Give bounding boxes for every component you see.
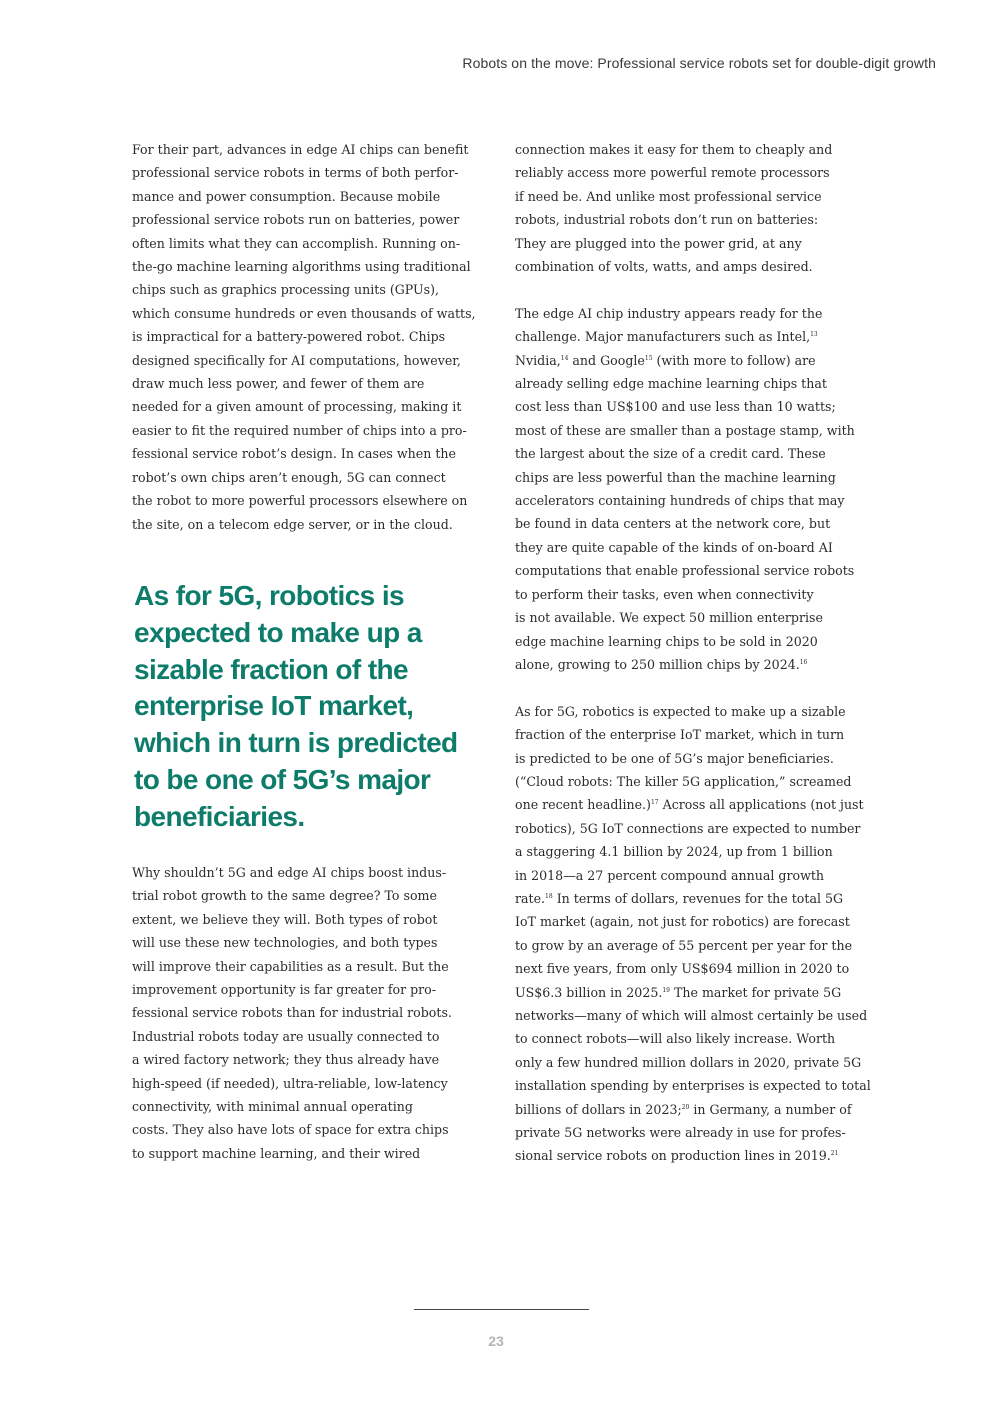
footer-divider	[414, 1309, 589, 1310]
right-paragraph-3: As for 5G, robotics is expected to make up a sizable fraction of the enterprise IoT market, which in turn is predicted to be one of 5G’s major beneficiaries. (“Cloud robots: The killer 5G application,” screamed one recent headline.)$^{17}$ Across all applications (not just robotics), 5G IoT connections are expected to number a staggering 4.1 billion by 2024, up from 1 billion in 2018—a 27 percent compound annual growth rate.$^{18}$ In terms of dollars, revenues for the total 5G IoT market (again, not just for robotics) are forecast to grow by an average of 55 percent per year for the next five years, from only US$694 million in 2020 to US$6.3 billion in 2025.19 The market for private 5G networks—many of which will almost certainly be used to connect robots—will also likely increase. Worth only a few hundred million dollars in 2020, private 5G installation spending by enterprises is expected to total billions of dollars in 2023;$^{20}$ in Germany, a number of private 5G networks were already in use for profes- sional service robots on production lines in 2019.21	[515, 703, 871, 1164]
right-paragraph-1: connection makes it easy for them to cheaply and reliably access more powerful remote processors if need be. And unlike most professional service robots, industrial robots don’t run on batteries: They are plugged into the power grid, at any combination of volts, watts, and amps desired.	[515, 142, 833, 275]
footnote-ref-21[interactable]: 21	[830, 1150, 839, 1158]
footnote-ref-18[interactable]: 18	[545, 892, 553, 900]
footnote-ref-13[interactable]: 13	[810, 331, 818, 339]
footnote-ref-14[interactable]: 14	[560, 354, 569, 362]
page-number: 23	[488, 1333, 504, 1349]
left-paragraph-1: For their part, advances in edge AI chips can benefit professional service robots in terms of both perfor- mance and power consumption. Because mobile professional service robots run on batteries, power often limits what they can accomplish. Running on- the-go machine learning algorithms using traditional chips such as graphics processing units (GPUs), which consume hundreds or even thousands of watts, is impractical for a battery-powered robot. Chips designed specifically for AI computations, however, draw much less power, and fewer of them are needed for a given amount of processing, making it easier to fit the required number of chips into a pro- fessional service robot’s design. In cases when the robot’s own chips aren’t enough, 5G can connect the robot to more powerful processors elsewhere on the site, on a telecom edge server, or in the cloud.	[132, 142, 476, 532]
left-column-lower	[132, 861, 487, 1189]
footnote-ref-16[interactable]: 16	[799, 658, 808, 666]
pull-quote: As for 5G, robotics is expected to make up a sizable fraction of the enterprise IoT market, which in turn is predicted to be one of 5G’s major beneficiaries.	[134, 580, 458, 832]
footnote-ref-17[interactable]: 17	[650, 799, 659, 807]
left-column-upper	[132, 138, 487, 559]
footnote-ref-20[interactable]: 20	[681, 1103, 690, 1111]
running-header: Robots on the move: Professional service robots set for double-digit growth	[462, 55, 936, 71]
footnote-ref-15[interactable]: 15	[644, 354, 653, 362]
left-paragraph-2: Why shouldn’t 5G and edge AI chips boost indus- trial robot growth to the same degree? To some extent, we believe they will. Both types of robot will use these new technologies, and both types will improve their capabilities as a result. But the improvement opportunity is far greater for pro- fessional service robots than for industrial robots. Industrial robots today are usually connected to a wired factory network; they thus already have high-speed (if needed), ultra-reliable, low-latency connectivity, with minimal annual operating costs. They also have lots of space for extra chips to support machine learning, and their wired	[132, 865, 452, 1161]
right-column	[515, 138, 870, 1191]
right-paragraph-2: The edge AI chip industry appears ready for the challenge. Major manufacturers such as Intel,$^{13}$ Nvidia,$^{14}$ and Google$^{15}$ (with more to follow) are already selling edge machine learning chips that cost less than US$100 and use less than 10 watts; most of these are smaller than a postage stamp, with the largest about the size of a credit card. These chips are less powerful than the machine learning accelerators containing hundreds of chips that may be found in data centers at the network core, but they are quite capable of the kinds of on-board AI computations that enable professional service robots to perform their tasks, even when connectivity is not available. We expect 50 million enterprise edge machine learning chips to be sold in 2020 alone, growing to 250 million chips by 2024.16	[515, 305, 855, 672]
footnote-ref-19[interactable]: 19	[662, 986, 670, 994]
